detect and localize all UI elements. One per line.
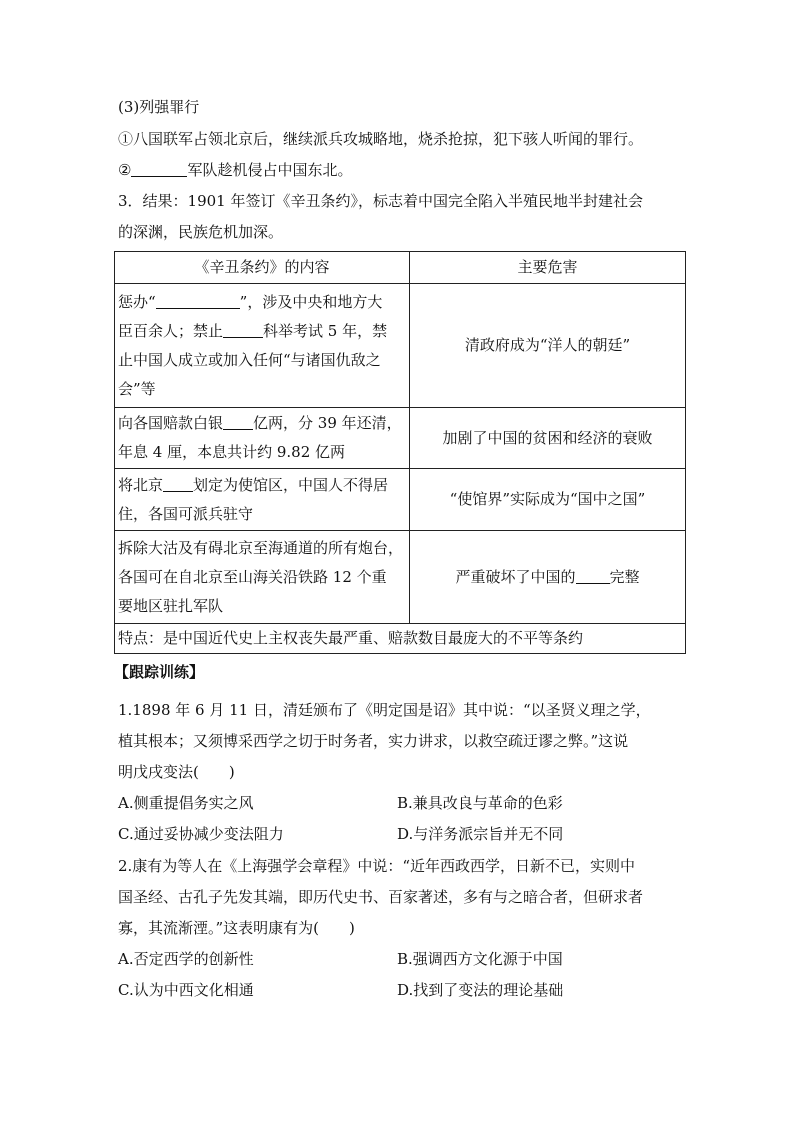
col2-header: 主要危害	[410, 252, 686, 284]
row2-harm: 加剧了中国的贫困和经济的衰败	[410, 408, 686, 469]
table-row	[115, 531, 686, 624]
row4-harm: 严重破坏了中国的 完整	[410, 531, 686, 624]
row1-content: 惩办“ ”，涉及中央和地方大 臣百余人；禁止 科举考试 5 年，禁 止中国人成立或加入任何“与诸国仇敌之 会”等	[115, 284, 410, 408]
section-item-2	[118, 160, 352, 180]
q2-option-b: B.强调西方文化源于中国	[397, 950, 563, 968]
q2-option-a: A.否定西学的创新性	[118, 950, 254, 968]
q1-line-2: 植其根本；又须博采西学之切于时务者，实力讲求，以救空疏迂谬之弊。”这说	[118, 732, 629, 750]
row3-harm: “使馆界”实际成为“国中之国”	[410, 469, 686, 531]
blank-underline	[223, 415, 253, 430]
table-header-row	[115, 252, 686, 284]
result-line-2: 的深渊，民族危机加深。	[118, 223, 284, 241]
blank-underline	[223, 323, 263, 338]
blank-underline	[576, 569, 610, 584]
q1-line-1: 1.1898 年 6 月 11 日，清廷颁布了《明定国是诏》其中说：“以圣贤义理之学，	[118, 701, 651, 719]
practice-title: 【跟踪训练】	[114, 663, 205, 681]
result-line-1: 3．结果：1901 年签订《辛丑条约》，标志着中国完全陷入半殖民地半封建社会	[118, 192, 643, 210]
q2-option-d: D.找到了变法的理论基础	[397, 981, 564, 999]
row3-content: 将北京 划定为使馆区，中国人不得居 住，各国可派兵驻守	[115, 469, 410, 531]
section-item-1: ①八国联军占领北京后，继续派兵攻城略地，烧杀抢掠，犯下骇人听闻的罪行。	[118, 130, 644, 148]
section-heading: (3)列强罪行	[118, 98, 200, 116]
blank-underline	[131, 162, 187, 177]
treaty-table	[114, 251, 686, 654]
row1-harm: 清政府成为“洋人的朝廷”	[410, 284, 686, 408]
q1-option-a: A.侧重提倡务实之风	[118, 794, 254, 812]
table-row	[115, 284, 686, 408]
treaty-feature: 特点：是中国近代史上主权丧失最严重、赔款数目最庞大的不平等条约	[115, 624, 686, 654]
q2-line-1: 2.康有为等人在《上海强学会章程》中说：“近年西政西学，日新不已，实则中	[118, 857, 635, 875]
q2-line-2: 国圣经、古孔子先发其端，即历代史书、百家著述，多有与之暗合者，但研求者	[118, 888, 644, 906]
blank-underline	[156, 294, 240, 309]
col1-header: 《辛丑条约》的内容	[115, 252, 410, 284]
blank-underline	[163, 477, 193, 492]
table-row	[115, 408, 686, 469]
item2-prefix: ②	[118, 161, 132, 179]
table-row	[115, 469, 686, 531]
table-feature-row	[115, 624, 686, 654]
q1-option-d: D.与洋务派宗旨并无不同	[397, 825, 564, 843]
q1-option-b: B.兼具改良与革命的色彩	[397, 794, 563, 812]
row2-content: 向各国赔款白银 亿两，分 39 年还清， 年息 4 厘，本息共计约 9.82 亿两	[115, 408, 410, 469]
row4-content: 拆除大沽及有碍北京至海通道的所有炮台， 各国可在自北京至山海关沿铁路 12 个重 要地区驻扎军队	[115, 531, 410, 624]
q1-option-c: C.通过妥协减少变法阻力	[118, 825, 284, 843]
item2-suffix: 军队趁机侵占中国东北。	[187, 161, 353, 179]
q2-line-3: 寡，其流渐湮。”这表明康有为( )	[118, 919, 355, 937]
q2-option-c: C.认为中西文化相通	[118, 981, 254, 999]
q1-line-3: 明戊戌变法( )	[118, 763, 235, 781]
